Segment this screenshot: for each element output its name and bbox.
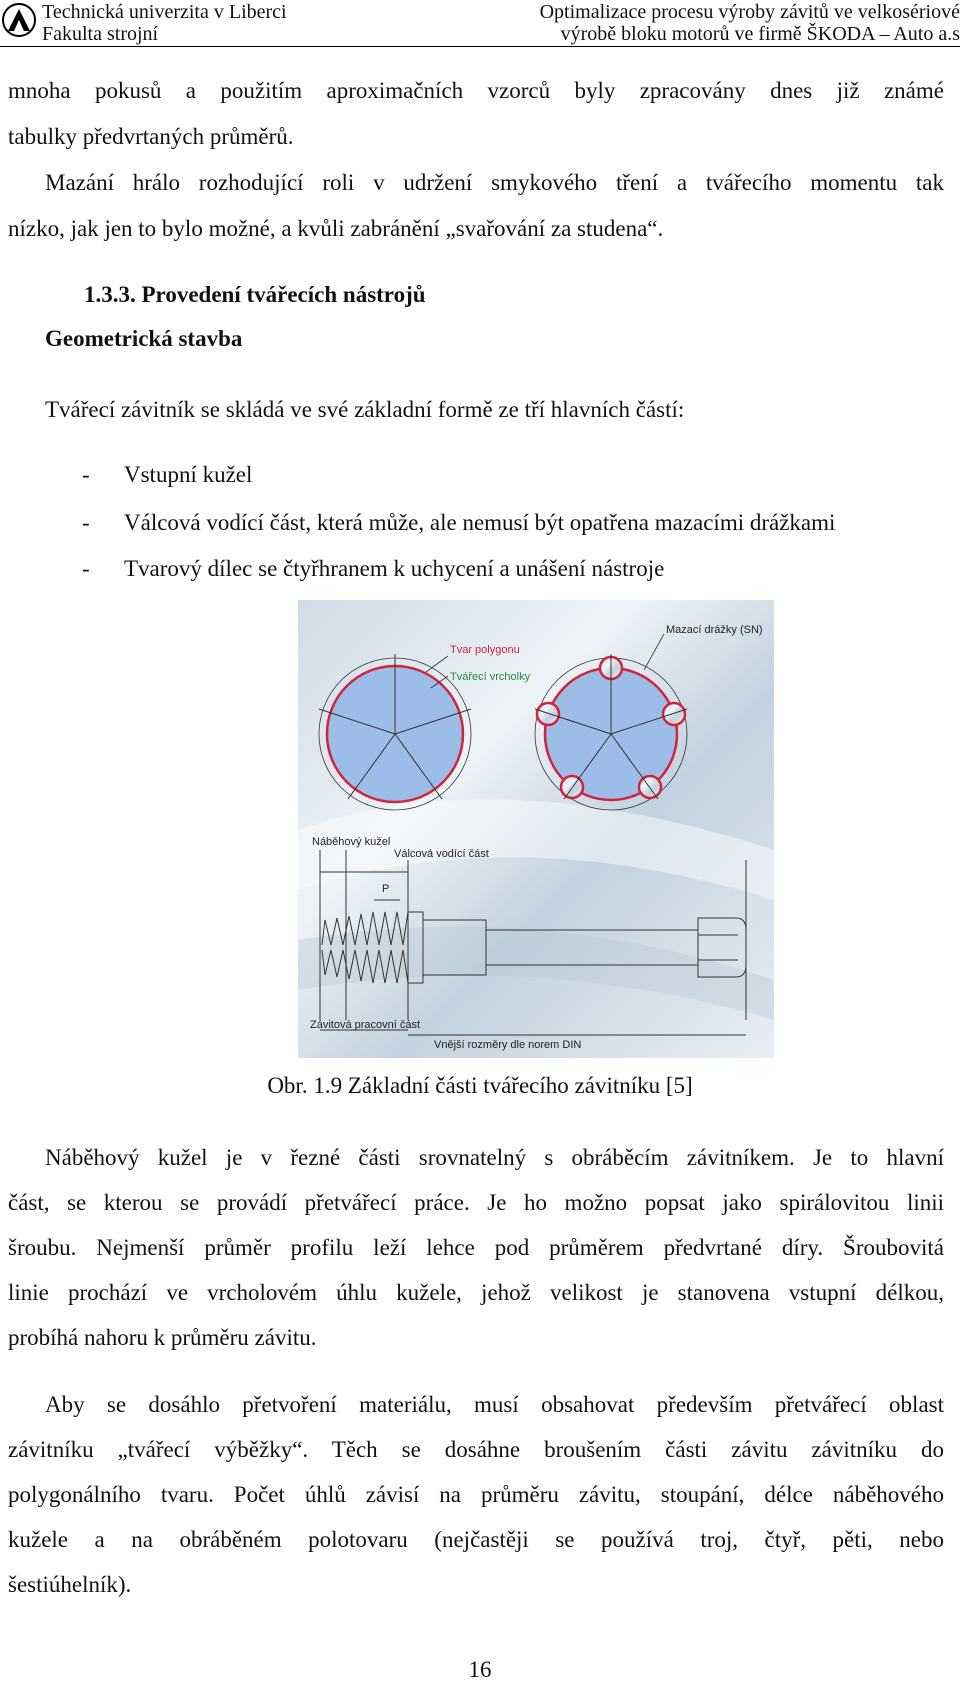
university-logo [2,2,36,38]
list-dash: - [82,462,90,487]
list-dash: - [82,510,90,535]
subheading: Geometrická stavba [45,326,243,351]
header-university: Technická univerzita v Liberci [42,1,287,23]
page-number: 16 [468,1657,492,1682]
intro-line-4: nízko, jak jen to bylo možné, a kvůli zabránění „svařování za studena“. [8,216,664,241]
para2-line-1: Náběhový kužel je v řezné části srovnatelný s obráběcím závitníkem. Je to hlavní [45,1145,944,1170]
tap-geometry-figure [298,600,774,1058]
header-rule [0,46,960,47]
list-item: Válcová vodící část, která může, ale nemusí být opatřena mazacími drážkami [124,510,836,535]
para3-line-4: kužele a na obráběném polotovaru (nejčastěji se používá troj, čtyř, pěti, nebo [8,1527,944,1552]
header-thesis-title-1: Optimalizace procesu výroby závitů ve velkosériové [539,1,960,23]
para2-line-3: šroubu. Nejmenší průměr profilu leží lehce pod průměrem předvrtané díry. Šroubovitá [8,1235,944,1260]
lead-text: Tvářecí závitník se skládá ve své základní formě ze tří hlavních částí: [45,397,685,422]
label-working-part: Závitová pracovní část [310,1019,421,1031]
label-pitch: P [382,883,390,895]
label-lubrication-grooves: Mazací drážky (SN) [666,624,763,636]
label-din-dimensions: Vnější rozměry dle norem DIN [434,1039,582,1051]
label-forming-tops: Tvářecí vrcholky [450,671,531,683]
intro-line-1: mnoha pokusů a použitím aproximačních vzorců byly zpracovány dnes již známé [8,78,944,103]
label-lead-cone: Náběhový kužel [312,836,391,848]
header-thesis-title-2: výrobě bloku motorů ve firmě ŠKODA – Auto a.s [560,23,960,45]
figure-caption: Obr. 1.9 Základní části tvářecího závitníku [5] [267,1073,693,1098]
section-heading: 1.3.3. Provedení tvářecích nástrojů [84,282,426,307]
para3-line-5: šestiúhelník). [8,1572,132,1597]
para2-line-2: část, se kterou se provádí přetvářecí práce. Je ho možno popsat jako spirálovitou linii [8,1190,944,1215]
para2-line-5: probíhá nahoru k průměru závitu. [8,1325,317,1350]
para3-line-3: polygonálního tvaru. Počet úhlů závisí na průměru závitu, stoupání, délce náběhového [8,1482,944,1507]
para3-line-1: Aby se dosáhlo přetvoření materiálu, musí obsahovat především přetvářecí oblast [45,1392,944,1417]
label-guide-part: Válcová vodící část [394,848,489,860]
list-dash: - [82,556,90,581]
header-faculty: Fakulta strojní [42,23,159,45]
list-item: Tvarový dílec se čtyřhranem k uchycení a unášení nástroje [124,556,665,581]
intro-line-2: tabulky předvrtaných průměrů. [8,124,294,149]
para3-line-2: závitníku „tvářecí výběžky“. Těch se dosáhne broušením části závitu závitníku do [8,1437,944,1462]
intro-line-3: Mazání hrálo rozhodující roli v udržení smykového tření a tvářecího momentu tak [45,170,944,195]
list-item: Vstupní kužel [124,462,253,487]
para2-line-4: linie prochází ve vrcholovém úhlu kužele, jehož velikost je stanovena vstupní délkou, [8,1280,944,1305]
label-polygon-shape: Tvar polygonu [450,644,520,656]
